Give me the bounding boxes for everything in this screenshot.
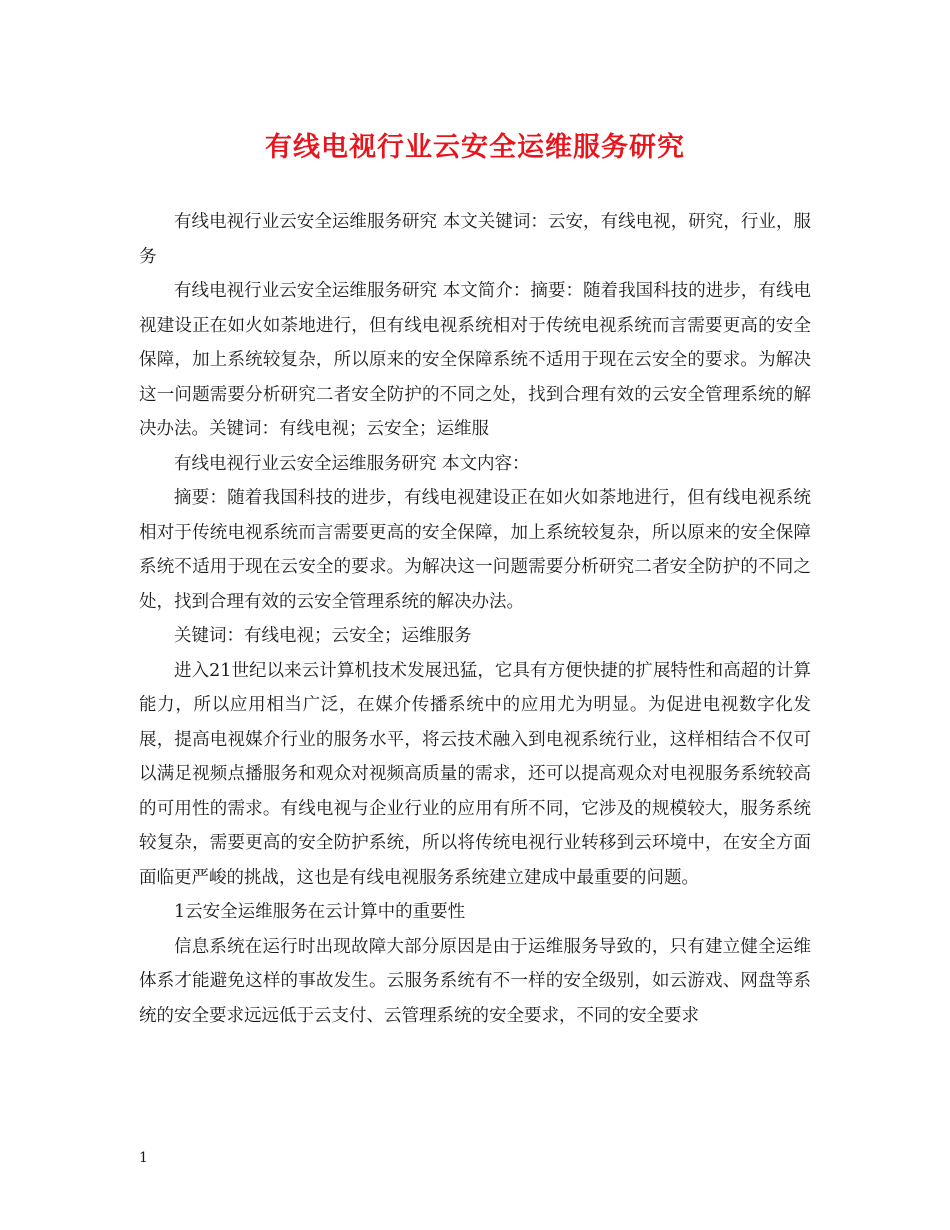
abstract-paragraph: 摘要：随着我国科技的进步，有线电视建设正在如火如荼地进行，但有线电视系统相对于传统电视系统而言需要更高的安全保障，加上系统较复杂，所以原来的安全保障系统不适用于现在云安全的要求。为解决这一问题需要分析研究二者安全防护的不同之处，找到合理有效的云安全管理系统的解决办法。 — [139, 488, 811, 612]
page-number: 1 — [139, 1150, 148, 1166]
content-intro-paragraph: 有线电视行业云安全运维服务研究 本文内容： — [174, 453, 530, 474]
section-heading-1: 1云安全运维服务在云计算中的重要性 — [174, 902, 466, 922]
section-1-paragraph: 信息系统在运行时出现故障大部分原因是由于运维服务导致的，只有建立健全运维体系才能避免这样的事故发生。云服务系统有不一样的安全级别，如云游戏、网盘等系统的安全要求远远低于云支付、云管理系统的安全要求，不同的安全要求 — [139, 936, 811, 1026]
document-body — [139, 205, 811, 1033]
summary-paragraph: 有线电视行业云安全运维服务研究 本文简介：摘要：随着我国科技的进步，有线电视建设正在如火如荼地进行，但有线电视系统相对于传统电视系统而言需要更高的安全保障，加上系统较复杂，所以原来的安全保障系统不适用于现在云安全的要求。为解决这一问题需要分析研究二者安全防护的不同之处，找到合理有效的云安全管理系统的解决办法。关键词：有线电视；云安全；运维服 — [139, 281, 811, 439]
introduction-paragraph: 进入21世纪以来云计算机技术发展迅猛，它具有方便快捷的扩展特性和高超的计算能力，所以应用相当广泛，在媒介传播系统中的应用尤为明显。为促进电视数字化发展，提高电视媒介行业的服务水平，将云技术融入到电视系统行业，这样相结合不仅可以满足视频点播服务和观众对视频高质量的需求，还可以提高观众对电视服务系统较高的可用性的需求。有线电视与企业行业的应用有所不同，它涉及的规模较大，服务系统较复杂，需要更高的安全防护系统，所以将传统电视行业转移到云环境中，在安全方面面临更严峻的挑战，这也是有线电视服务系统建立建成中最重要的问题。 — [139, 660, 811, 888]
document-title: 有线电视行业云安全运维服务研究 — [265, 132, 685, 163]
keywords-paragraph: 有线电视行业云安全运维服务研究 本文关键词：云安，有线电视，研究，行业，服务 — [139, 212, 811, 267]
keyword-line-paragraph: 关键词：有线电视；云安全；运维服务 — [174, 626, 472, 646]
